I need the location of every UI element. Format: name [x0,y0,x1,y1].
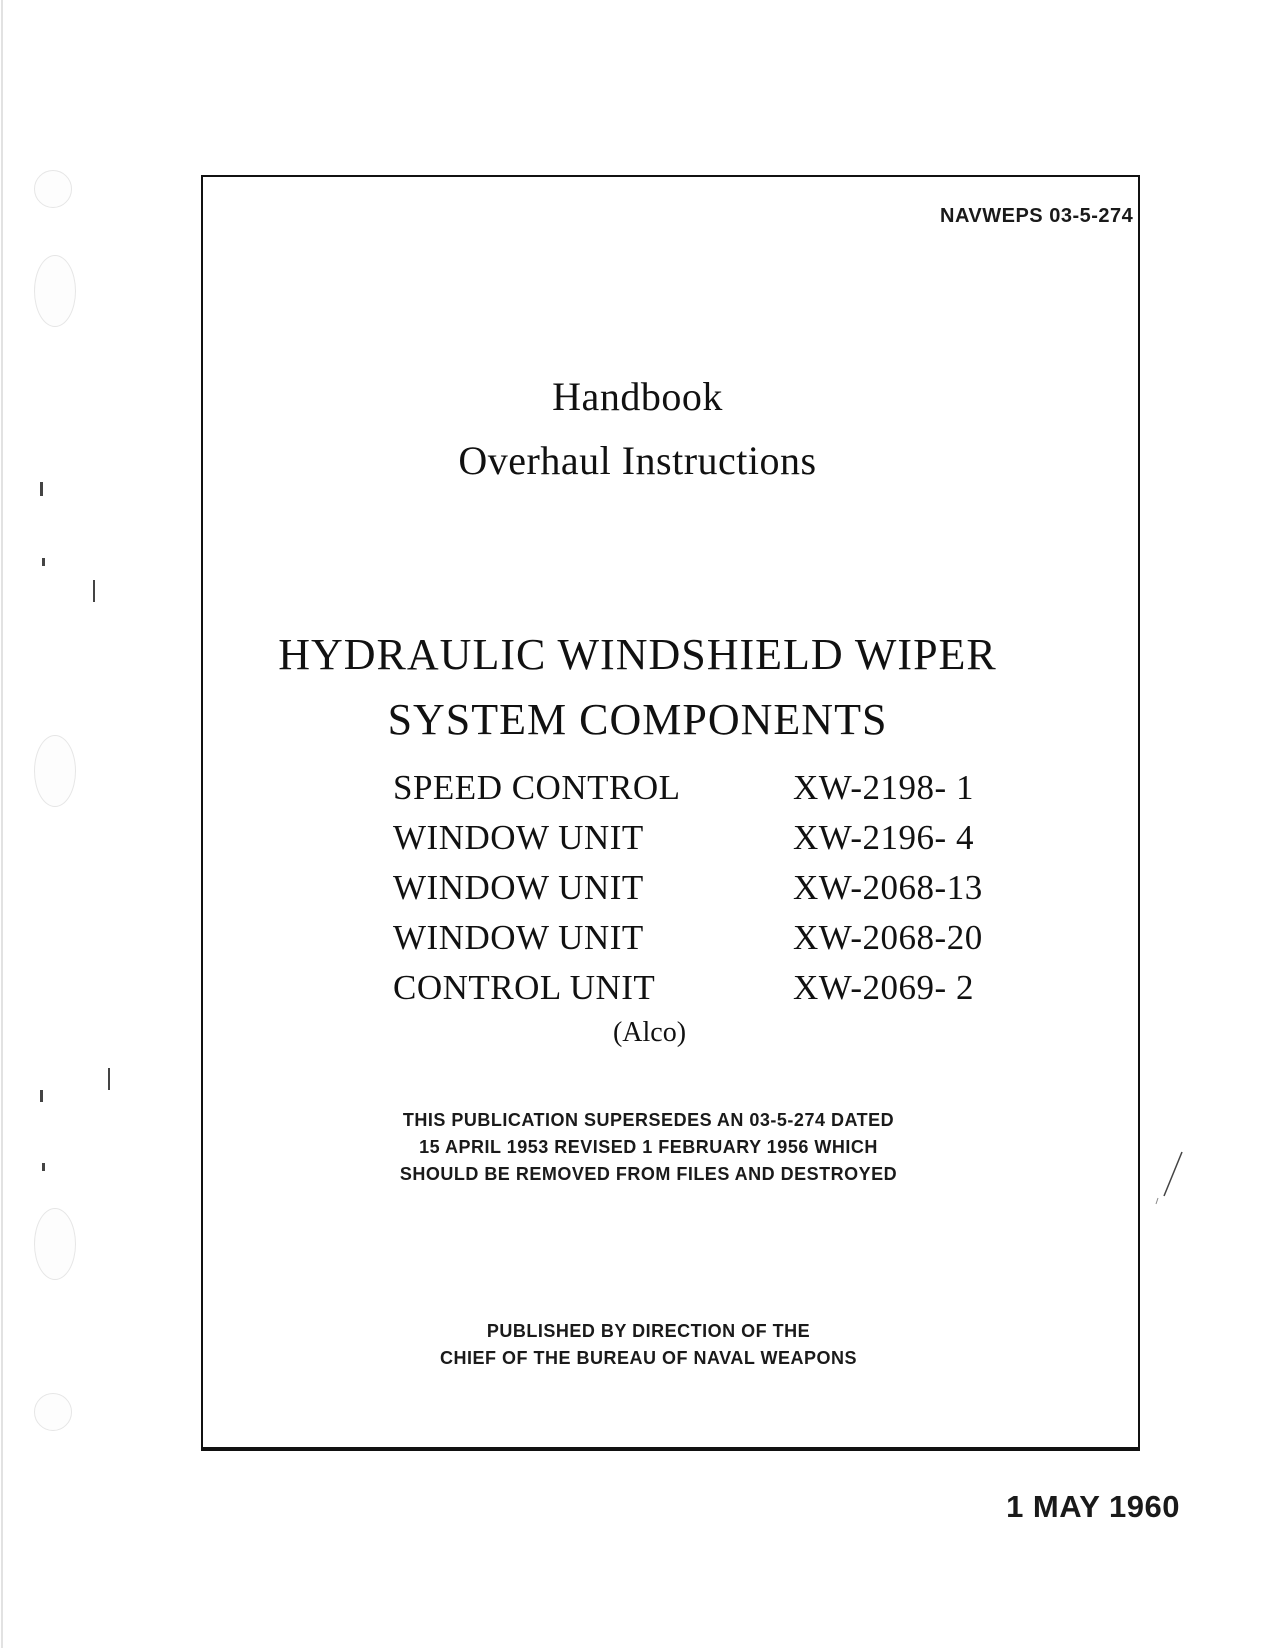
issue-date: 1 MAY 1960 [1006,1489,1180,1524]
publisher-line: PUBLISHED BY DIRECTION OF THE [486,1321,811,1341]
handbook-subtitle: Overhaul Instructions [458,438,817,483]
page-edge [1,0,3,1648]
component-part-number: XW-2198- 1 [793,768,974,807]
binder-hole-bottom [34,1393,72,1431]
subject-title: HYDRAULIC WINDSHIELD WIPER [278,630,997,679]
scan-speck [93,580,95,602]
publisher-statement [0,1318,1275,1372]
document-number: NAVWEPS 03-5-274 [940,205,1134,227]
component-name: SPEED CONTROL [393,768,681,807]
component-name: WINDOW UNIT [393,918,644,957]
component-part-number: XW-2196- 4 [793,818,974,857]
supersede-notice-line: 15 APRIL 1953 REVISED 1 FEBRUARY 1956 WHICH [419,1137,878,1157]
component-row [393,818,1013,868]
component-row [393,868,1013,918]
component-row [393,918,1013,968]
subject-subtitle: SYSTEM COMPONENTS [387,695,888,744]
binder-hole-lower [34,1208,76,1280]
binder-hole-upper [34,255,76,327]
binder-hole-middle [34,735,76,807]
component-row [393,768,1013,818]
component-part-number: XW-2069- 2 [793,968,974,1007]
pen-mark [1150,1150,1190,1210]
supersede-notice-line: SHOULD BE REMOVED FROM FILES AND DESTROYED [399,1164,898,1184]
scan-speck [42,558,45,566]
component-part-number: XW-2068-20 [793,918,983,957]
supersede-notice [0,1107,1275,1188]
component-name: CONTROL UNIT [393,968,656,1007]
scan-speck [40,1090,43,1102]
component-name: WINDOW UNIT [393,818,644,857]
handbook-title: Handbook [552,374,723,419]
component-row [393,968,1013,1018]
scan-speck [40,482,43,496]
binder-hole-top [34,170,72,208]
manufacturer-name: (Alco) [612,1017,687,1048]
component-list [393,768,1013,1018]
component-name: WINDOW UNIT [393,868,644,907]
publisher-line: CHIEF OF THE BUREAU OF NAVAL WEAPONS [439,1348,857,1368]
component-part-number: XW-2068-13 [793,868,983,907]
supersede-notice-line: THIS PUBLICATION SUPERSEDES AN 03-5-274 DATED [402,1110,895,1130]
scan-speck [108,1068,110,1090]
